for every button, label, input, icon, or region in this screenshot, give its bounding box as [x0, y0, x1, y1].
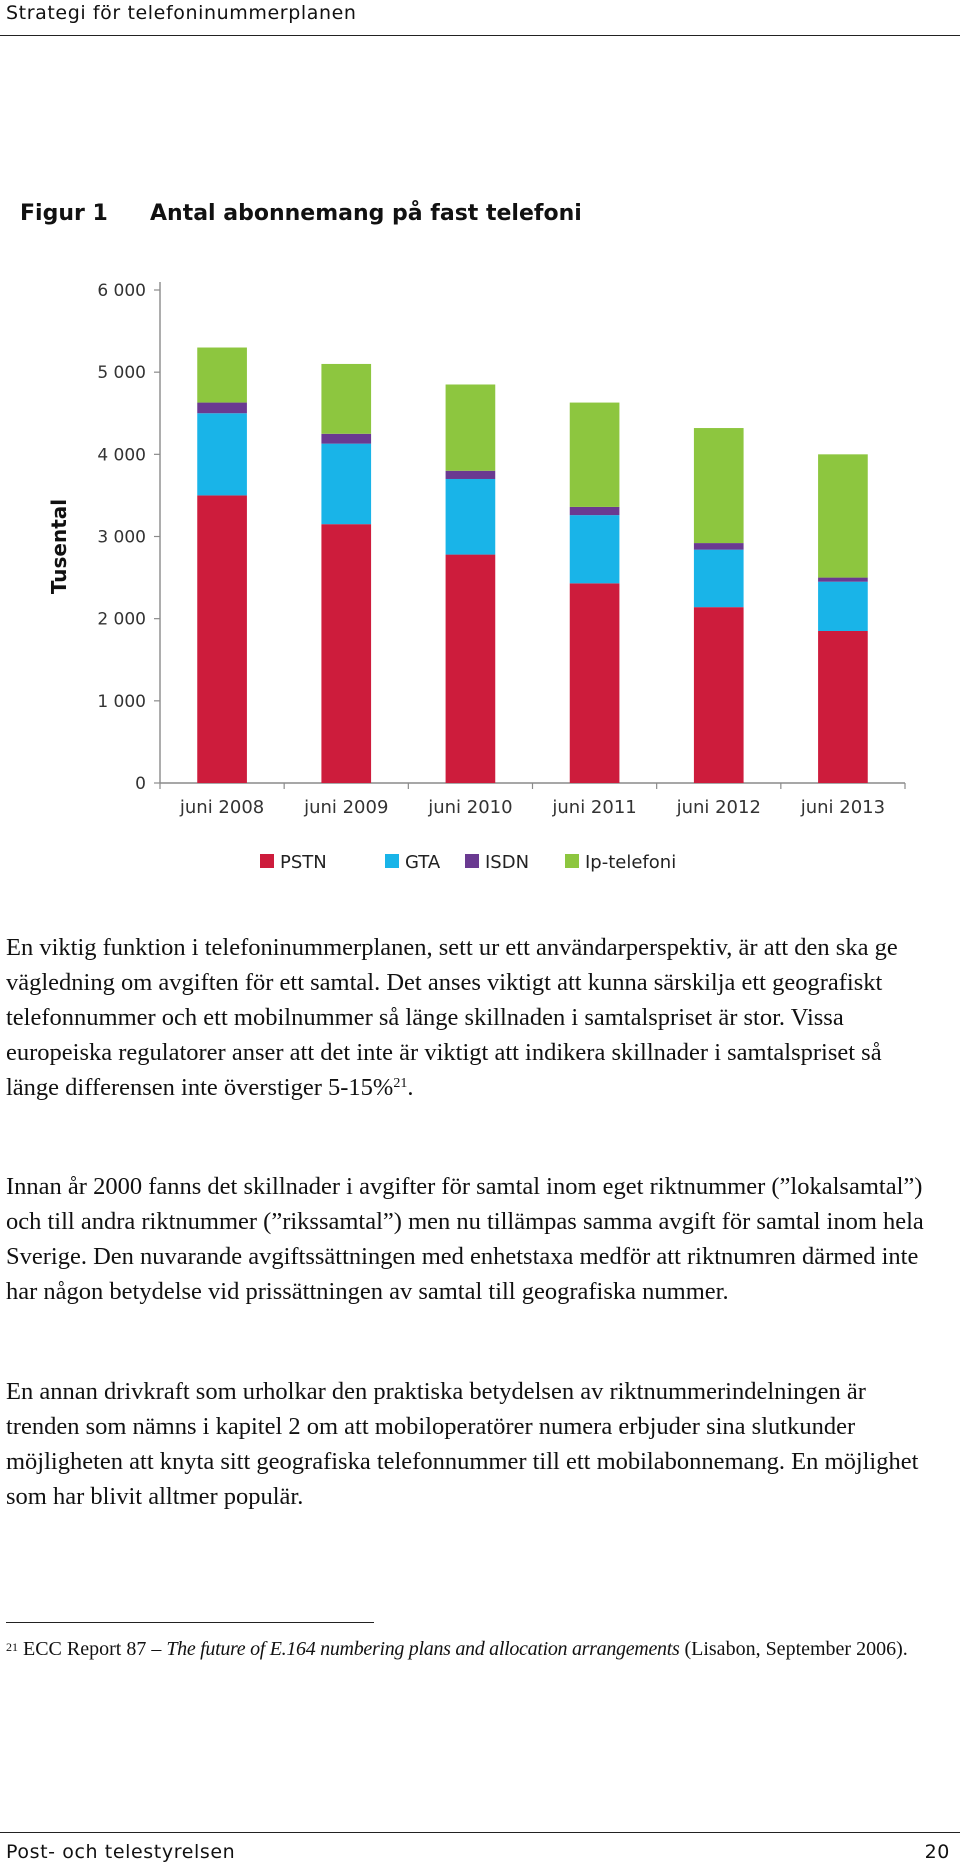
bar-gta-3 [446, 479, 496, 555]
legend-label-gta: GTA [405, 852, 441, 873]
stacked-bar-chart [10, 190, 910, 880]
y-tick-label: 1 000 [97, 691, 146, 712]
bar-isdn-6 [818, 578, 868, 582]
footnote-prefix: ECC Report 87 – [23, 1638, 167, 1660]
bar-pstn-2 [321, 524, 371, 783]
bar-isdn-3 [446, 471, 496, 479]
y-tick-label: 2 000 [97, 609, 146, 630]
y-axis-label: Tusental [47, 498, 71, 595]
paragraph-1 [6, 930, 936, 1105]
legend-swatch-isdn [465, 854, 479, 868]
paragraph-3: En annan drivkraft som urholkar den praktiska betydelsen av riktnummerindelningen är trenden som nämns i kapitel 2 om att mobiloperatörer numera erbjuder sina slutkunder möjligheten att knyta sitt geografiska telefonnummer till ett mobilabonnemang. En möjlighet som har blivit alltmer populär. [6, 1378, 919, 1510]
figure-subscriptions-chart [10, 190, 910, 880]
bar-isdn-5 [694, 543, 744, 550]
document-title: Strategi för telefoninummerplanen [6, 2, 357, 24]
legend-label-isdn: ISDN [485, 852, 530, 873]
x-tick-label: juni 2008 [179, 797, 265, 818]
bar-gta-5 [694, 550, 744, 608]
bar-pstn-3 [446, 555, 496, 783]
bar-pstn-5 [694, 607, 744, 783]
paragraph-1-end: . [407, 1074, 414, 1101]
legend-swatch-pstn [260, 854, 274, 868]
bar-gta-6 [818, 582, 868, 631]
y-tick-label: 5 000 [97, 363, 146, 384]
footnote-21 [6, 1634, 946, 1664]
bar-ip-telefoni-6 [818, 454, 868, 577]
legend-swatch-ip-telefoni [565, 854, 579, 868]
y-tick-label: 3 000 [97, 527, 146, 548]
footnote-suffix: (Lisabon, September 2006). [679, 1638, 908, 1660]
bar-ip-telefoni-1 [197, 348, 247, 403]
bar-isdn-2 [321, 434, 371, 444]
x-tick-label: juni 2012 [676, 797, 761, 818]
running-header [0, 0, 960, 36]
bar-gta-1 [197, 413, 247, 495]
page-number: 20 [924, 1841, 950, 1863]
bar-gta-4 [570, 515, 620, 583]
x-tick-label: juni 2010 [428, 797, 513, 818]
bar-isdn-4 [570, 507, 620, 515]
bar-ip-telefoni-5 [694, 428, 744, 543]
y-tick-label: 0 [135, 774, 146, 794]
bar-pstn-4 [570, 583, 620, 783]
bar-pstn-6 [818, 631, 868, 783]
bar-ip-telefoni-3 [446, 384, 496, 470]
bar-gta-2 [321, 444, 371, 525]
paragraph-1-text: En viktig funktion i telefoninummerplanen, sett ur ett användarperspektiv, är att den ska ge vägledning om avgiften för ett samtal. Det anses viktigt att kunna särskilja ett geografiskt telefonnummer och ett mobilnummer så länge skillnaden i samtalspriset är stor. Vissa europeiska regulatorer anser att det inte är viktigt att indikera skillnader i samtalspriset så länge differensen inte överstiger 5-15% [6, 934, 898, 1101]
bar-isdn-1 [197, 403, 247, 414]
bar-ip-telefoni-2 [321, 364, 371, 434]
chart-title-text: Antal abonnemang på fast telefoni [150, 201, 582, 226]
x-tick-label: juni 2009 [304, 797, 389, 818]
footnote-divider [6, 1622, 374, 1623]
y-tick-label: 4 000 [97, 445, 146, 466]
chart-title-figure-number: Figur 1 [20, 201, 108, 226]
footer-organization: Post- och telestyrelsen [6, 1841, 236, 1863]
footnote-ref-21[interactable]: 21 [393, 1076, 408, 1091]
bar-pstn-1 [197, 495, 247, 783]
bar-ip-telefoni-4 [570, 403, 620, 507]
footnote-title: The future of E.164 numbering plans and allocation arrangements [166, 1638, 680, 1660]
paragraph-2: Innan år 2000 fanns det skillnader i avgifter för samtal inom eget riktnummer (”lokalsamtal”) och till andra riktnummer (”rikssamtal”) men nu tillämpas samma avgift för samtal inom hela Sverige. Den nuvarande avgiftssättningen med enhetstaxa medför att riktnumren därmed inte har någon betydelse vid prissättningen av samtal till geografiska nummer. [6, 1173, 924, 1305]
legend-swatch-gta [385, 854, 399, 868]
legend-label-pstn: PSTN [280, 852, 327, 873]
running-footer [0, 1832, 960, 1871]
x-tick-label: juni 2011 [552, 797, 637, 818]
legend-label-ip-telefoni: Ip-telefoni [585, 852, 677, 873]
x-tick-label: juni 2013 [800, 797, 886, 818]
footnote-number: 21 [6, 1640, 18, 1654]
y-tick-label: 6 000 [97, 281, 146, 301]
